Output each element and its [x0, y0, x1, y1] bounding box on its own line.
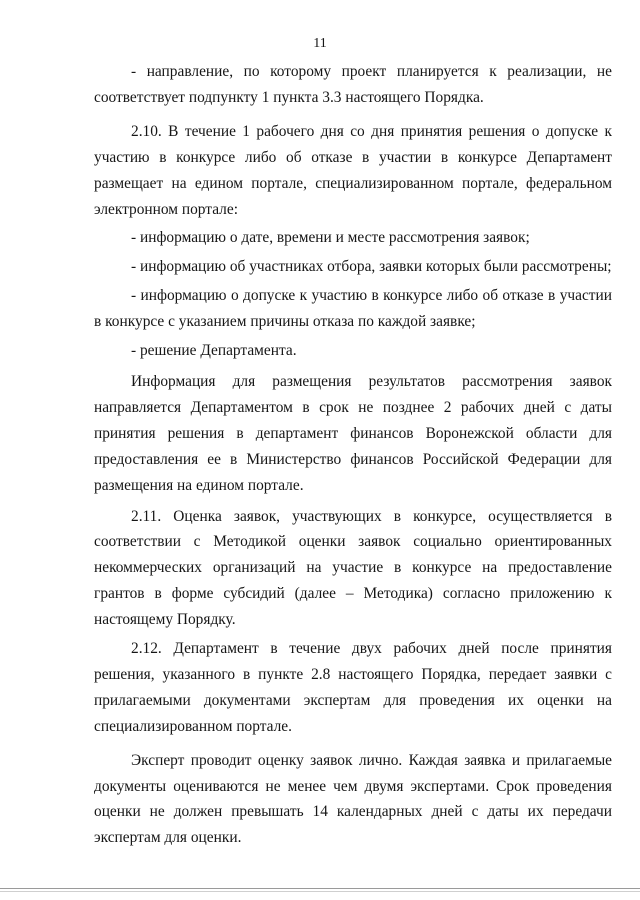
list-item-review-info: - информацию о дате, времени и месте рассмотрения заявок;	[131, 229, 530, 247]
page-number: 11	[313, 36, 327, 51]
list-item-admission-info: - информацию о допуске к участию в конкурсе либо об отказе в участии в конкурсе с указанием причины отказа по каждой заявке;	[94, 287, 612, 331]
document-body	[94, 59, 612, 851]
paragraph-2-10: 2.10. В течение 1 рабочего дня со дня принятия решения о допуске к участию в конкурсе либо об отказе в участии в конкурсе Департамент размещает на едином портале, специализированном портале, федеральном электронном портале:	[94, 122, 612, 218]
paragraph-direction-mismatch: - направление, по которому проект планируется к реализации, не соответствует подпункту 1 пункта 3.3 настоящего Порядка.	[94, 63, 612, 106]
list-item-department-decision: - решение Департамента.	[131, 342, 297, 360]
paragraph-results-placement: Информация для размещения результатов рассмотрения заявок направляется Департаментом в срок не позднее 2 рабочих дней с даты принятия решения в департамент финансов Воронежской области для предоставления ее в Министерство финансов Российской Федерации для размещения на едином портале.	[94, 372, 612, 494]
paragraph-2-12: 2.12. Департамент в течение двух рабочих дней после принятия решения, указанного в пункте 2.8 настоящего Порядка, передает заявки с прилагаемыми документами экспертам для проведения их оценки на специализированном портале.	[94, 640, 612, 735]
paragraph-2-11: 2.11. Оценка заявок, участвующих в конкурсе, осуществляется в соответствии с Методикой оценки заявок социально ориентированных некоммерческих организаций на участие в конкурсе на предоставление грантов в форме субсидий (далее – Методика) согласно приложению к настоящему Порядку.	[94, 507, 612, 629]
bottom-scan-edge-line	[0, 888, 640, 889]
list-item-participants-info: - информацию об участниках отбора, заявки которых были рассмотрены;	[131, 258, 612, 276]
bottom-scan-edge-line-secondary	[0, 891, 640, 892]
paragraph-expert-evaluation: Эксперт проводит оценку заявок лично. Каждая заявка и прилагаемые документы оцениваются не менее чем двумя экспертами. Срок проведения оценки не должен превышать 14 календарных дней с даты их передачи экспертам для оценки.	[94, 751, 612, 847]
